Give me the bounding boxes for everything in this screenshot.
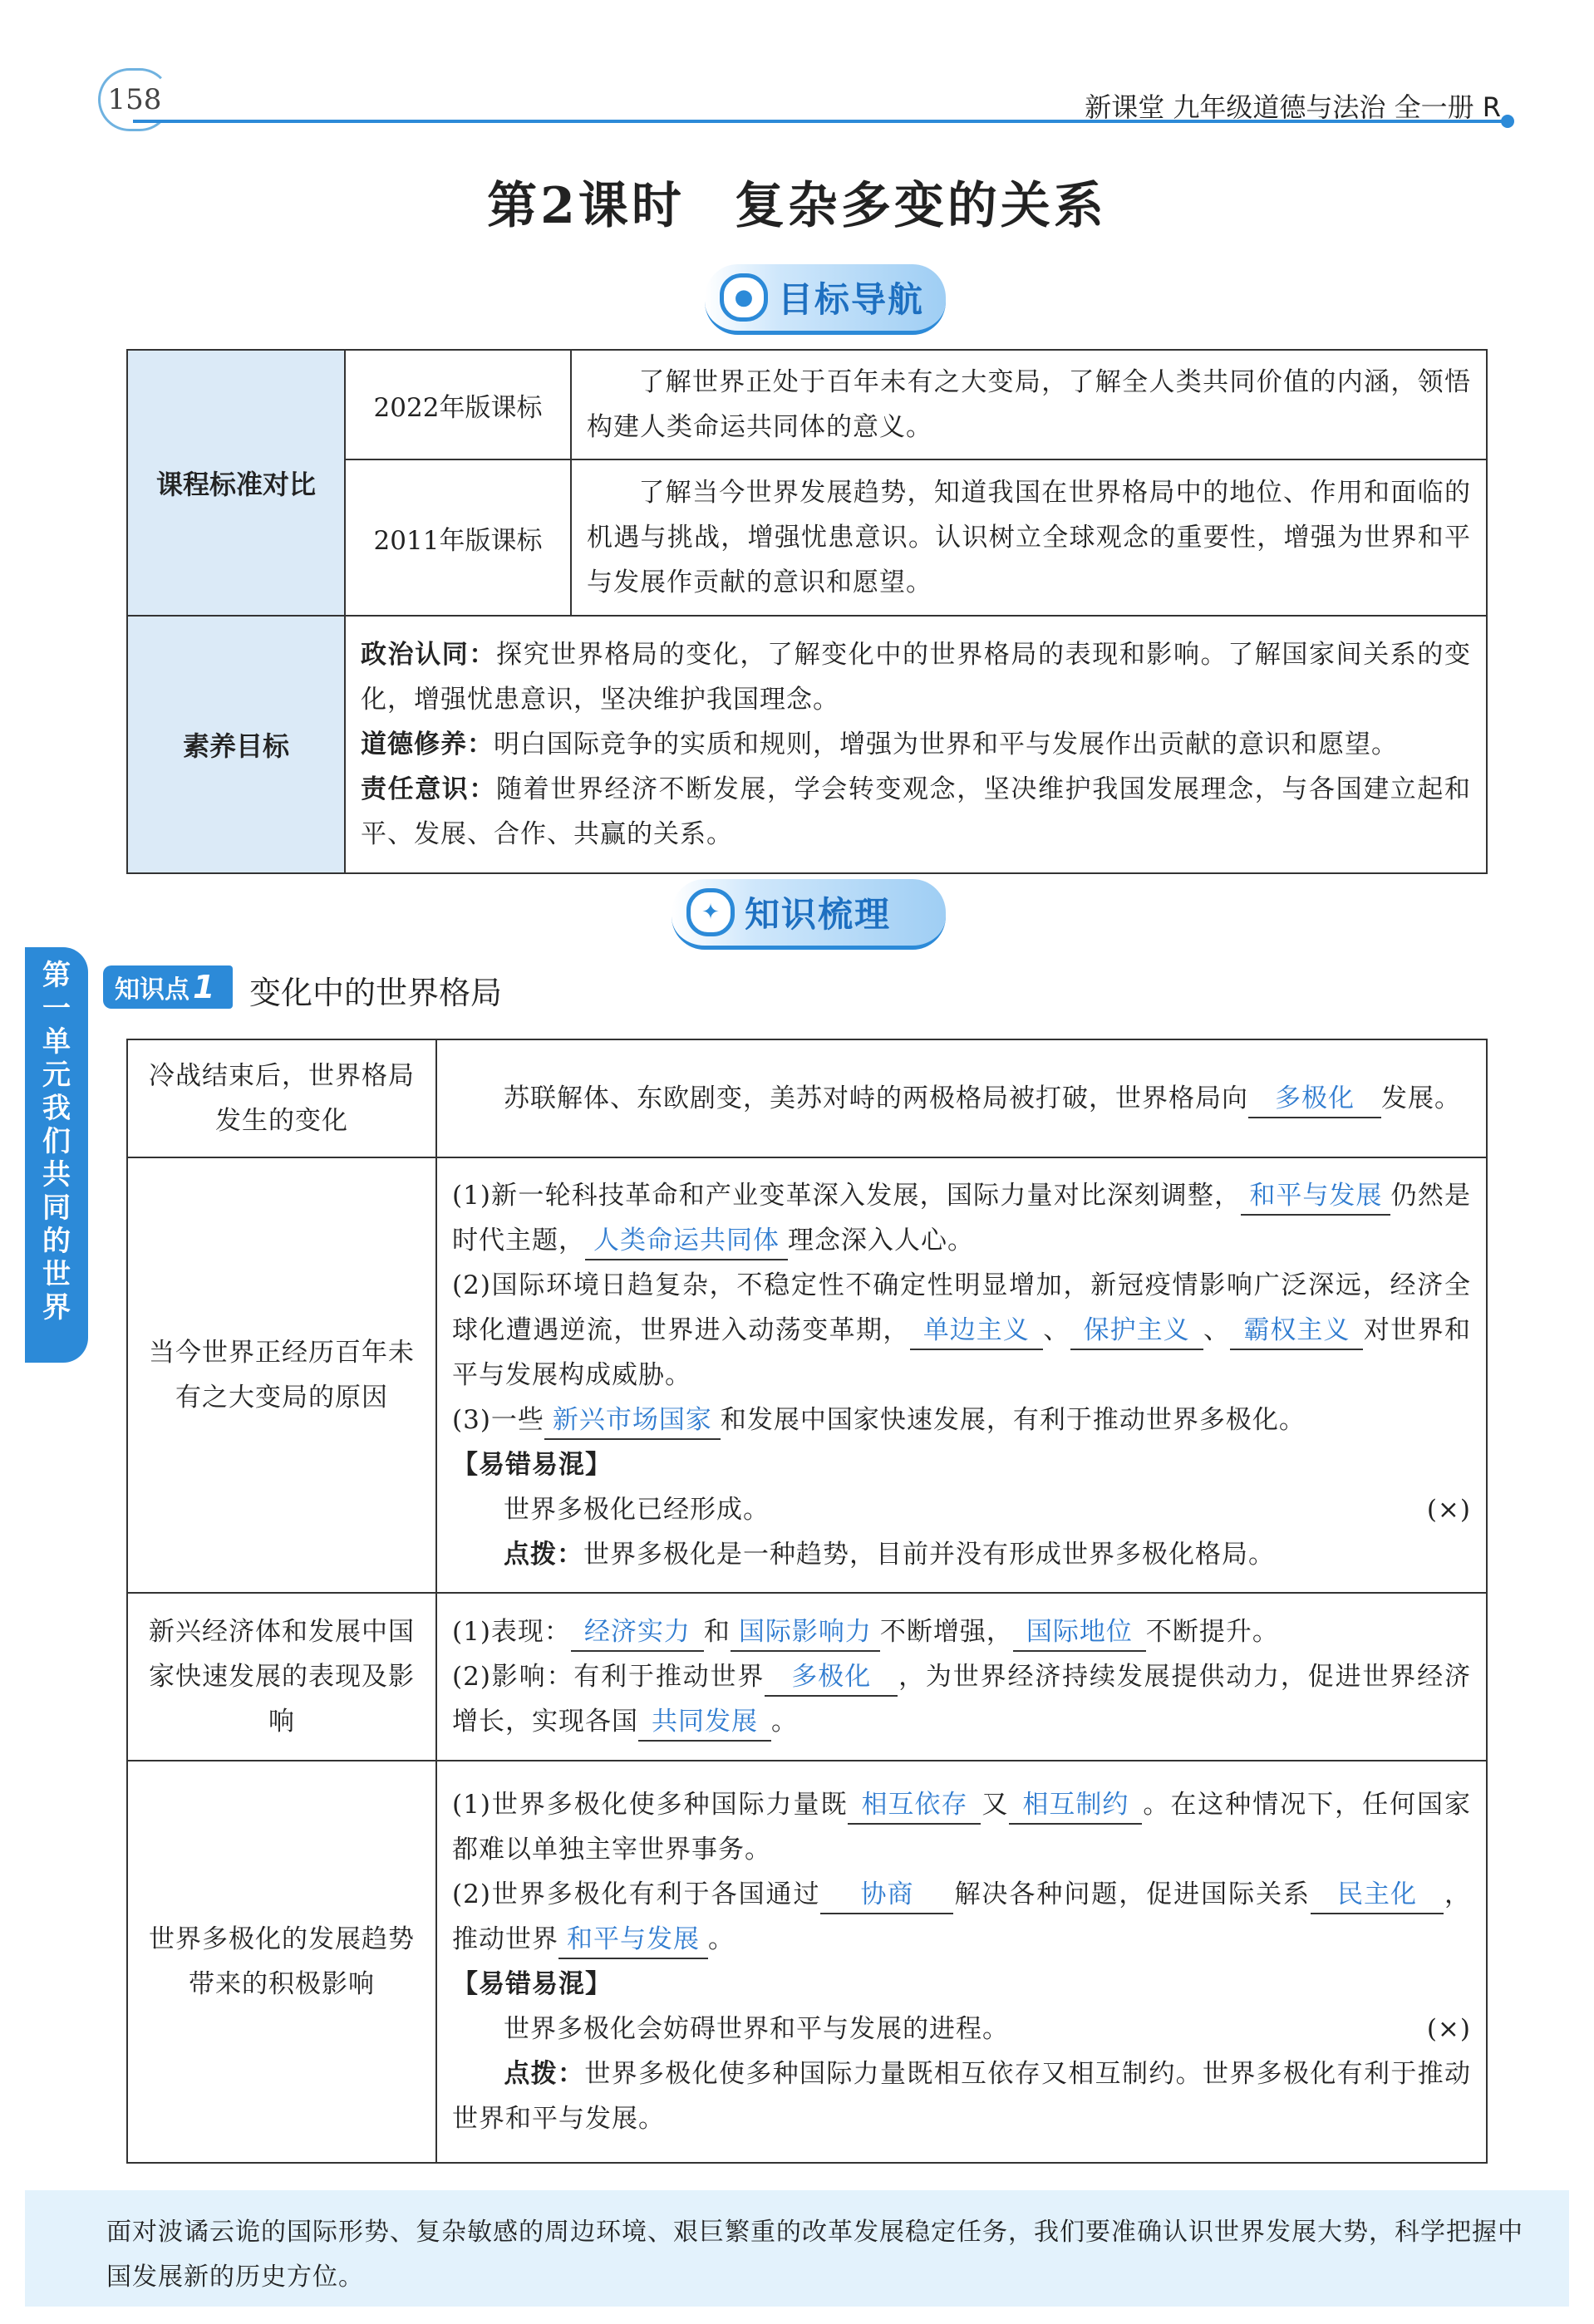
table-row: [127, 1157, 1487, 1593]
tip-text: 世界多极化是一种趋势，目前并没有形成世界多极化格局。: [583, 1540, 1275, 1570]
answer-blank: 经济实力: [571, 1614, 704, 1652]
knowledge-point-title: 变化中的世界格局: [249, 975, 503, 1011]
literacy-goal-text: [345, 616, 1487, 873]
lesson-title-part2: 复杂多变的关系: [734, 177, 1107, 235]
std-2022-label: 2022年版课标: [345, 350, 571, 459]
goal-navigation-banner: [705, 264, 946, 335]
footer-box: [25, 2190, 1569, 2307]
row-label: 世界多极化的发展趋势带来的积极影响: [127, 1761, 436, 2163]
page-number: 158: [98, 68, 171, 131]
answer-blank: 和平与发展: [558, 1921, 708, 1959]
table-row: [127, 1593, 1487, 1761]
row-label: 当今世界正经历百年未有之大变局的原因: [127, 1157, 436, 1593]
std-2011-text: 了解当今世界发展趋势，知道我国在世界格局中的地位、作用和面临的机遇与挑战，增强忧患意识。认识树立全球观念的重要性，增强为世界和平与发展作贡献的意识和愿望。: [571, 459, 1487, 616]
row-label: 新兴经济体和发展中国家快速发展的表现及影响: [127, 1593, 436, 1761]
answer-blank: 单边主义: [910, 1312, 1043, 1350]
knowledge-review-title: 知识梳理: [745, 894, 892, 935]
row-content: (1)表现： 经济实力 和 国际影响力 不断增强， 国际地位 不断提升。 (2)影响：有利于推动世界 多极化 ，为世界经济持续发展提供动力，促进世界经济增长，实现各国 共同发展 。: [436, 1593, 1487, 1761]
answer-blank: 民主化: [1311, 1876, 1444, 1914]
row-content: (1)新一轮科技革命和产业变革深入发展，国际力量对比深刻调整， 和平与发展 仍然是时代主题， 人类命运共同体 理念深入人心。 (2)国际环境日趋复杂，不稳定性不确定性明显增加，新冠疫情影响广泛深远，经济全球化遭遇逆流，世界进入动荡变革期， 单边主义 、 保护主义 、 霸权主义 对世界和平与发展构成威胁。 (3)一些 新兴市场国家 和发展中国家快速发展，有利于推动世界多极化。 【易错易混】 世界多极化已经形成。 (×) 点拨：世界多极化是一种趋势，目前并没有形成世界多极化格局。: [436, 1157, 1487, 1593]
wrong-mark: (×): [1426, 1495, 1471, 1525]
std-2022-text: 了解世界正处于百年未有之大变局，了解全人类共同价值的内涵，领悟构建人类命运共同体的意义。: [571, 350, 1487, 459]
knowledge-point-tag: 知识点 1: [103, 965, 233, 1009]
row-label: 冷战结束后，世界格局发生的变化: [127, 1039, 436, 1157]
header-rule-dot: [1501, 115, 1514, 128]
answer-blank: 国际影响力: [731, 1614, 880, 1652]
goal-table: [126, 349, 1488, 874]
row-content: (1)世界多极化使多种国际力量既 相互依存 又 相互制约 。在这种情况下，任何国家都难以单独主宰世界事务。 (2)世界多极化有利于各国通过 协商 解决各种问题，促进国际关系 民主化 ，推动世界 和平与发展 。 【易错易混】 世界多极化会妨碍世界和平与发展的进程。 (×) 点拨：世界多极化使多种国际力量既相互依存又相互制约。世界多极化有利于推动世界和平与发展。: [436, 1761, 1487, 2163]
literacy-goal-label: 素养目标: [127, 616, 345, 873]
row-content: 苏联解体、东欧剧变，美苏对峙的两极格局被打破，世界格局向 多极化 发展。: [436, 1039, 1487, 1157]
answer-blank: 相互制约: [1009, 1786, 1142, 1825]
curriculum-comparison-label: 课程标准对比: [127, 350, 345, 616]
literacy-item: 政治认同：探究世界格局的变化，了解变化中的世界格局的表现和影响。了解国家间关系的变化，增强忧患意识，坚决维护我国理念。: [361, 640, 1471, 715]
std-2011-label: 2011年版课标: [345, 459, 571, 616]
answer-blank: 共同发展: [638, 1703, 771, 1742]
error-prone-heading: 【易错易混】: [452, 1969, 612, 1999]
error-statement: 世界多极化已经形成。: [504, 1495, 770, 1525]
lightbulb-icon: ✦: [686, 888, 735, 936]
wrong-mark: (×): [1426, 2014, 1471, 2044]
footer-text: 面对波谲云诡的国际形势、复杂敏感的周边环境、艰巨繁重的改革发展稳定任务，我们要准确认识世界发展大势，科学把握中国发展新的历史方位。: [106, 2218, 1523, 2292]
answer-blank: 国际地位: [1013, 1614, 1146, 1652]
error-prone-heading: 【易错易混】: [452, 1450, 612, 1480]
answer-blank: 人类命运共同体: [585, 1222, 788, 1260]
lesson-title: [0, 166, 1594, 238]
tip-text: 世界多极化使多种国际力量既相互依存又相互制约。世界多极化有利于推动世界和平与发展。: [452, 2059, 1472, 2134]
answer-blank: 多极化: [765, 1658, 898, 1697]
table-row: [127, 1039, 1487, 1157]
answer-blank: 协商: [820, 1876, 953, 1914]
answer-blank: 相互依存: [848, 1786, 981, 1825]
unit-side-tab: 第 一 单 元 我 们 共 同 的 世 界: [25, 947, 88, 1363]
answer-blank: 新兴市场国家: [544, 1402, 721, 1440]
table-row: [127, 1761, 1487, 2163]
literacy-item: 责任意识：随着世界经济不断发展，学会转变观念，坚决维护我国发展理念，与各国建立起和平、发展、合作、共赢的关系。: [361, 774, 1471, 849]
location-pin-icon: ●: [720, 273, 768, 322]
goal-navigation-title: 目标导航: [778, 279, 925, 320]
lesson-title-part1: 第2课时: [487, 177, 685, 235]
answer-blank: 保护主义: [1070, 1312, 1203, 1350]
knowledge-table: [126, 1039, 1488, 2164]
literacy-item: 道德修养：明白国际竞争的实质和规则，增强为世界和平与发展作出贡献的意识和愿望。: [361, 730, 1398, 759]
answer-blank: 霸权主义: [1230, 1312, 1363, 1350]
book-title: 新课堂 九年级道德与法治 全一册 R: [1085, 91, 1501, 123]
error-statement: 世界多极化会妨碍世界和平与发展的进程。: [504, 2014, 1009, 2044]
answer-blank: 和平与发展: [1241, 1177, 1390, 1216]
answer-blank: 多极化: [1248, 1080, 1381, 1118]
knowledge-review-banner: [672, 879, 946, 950]
